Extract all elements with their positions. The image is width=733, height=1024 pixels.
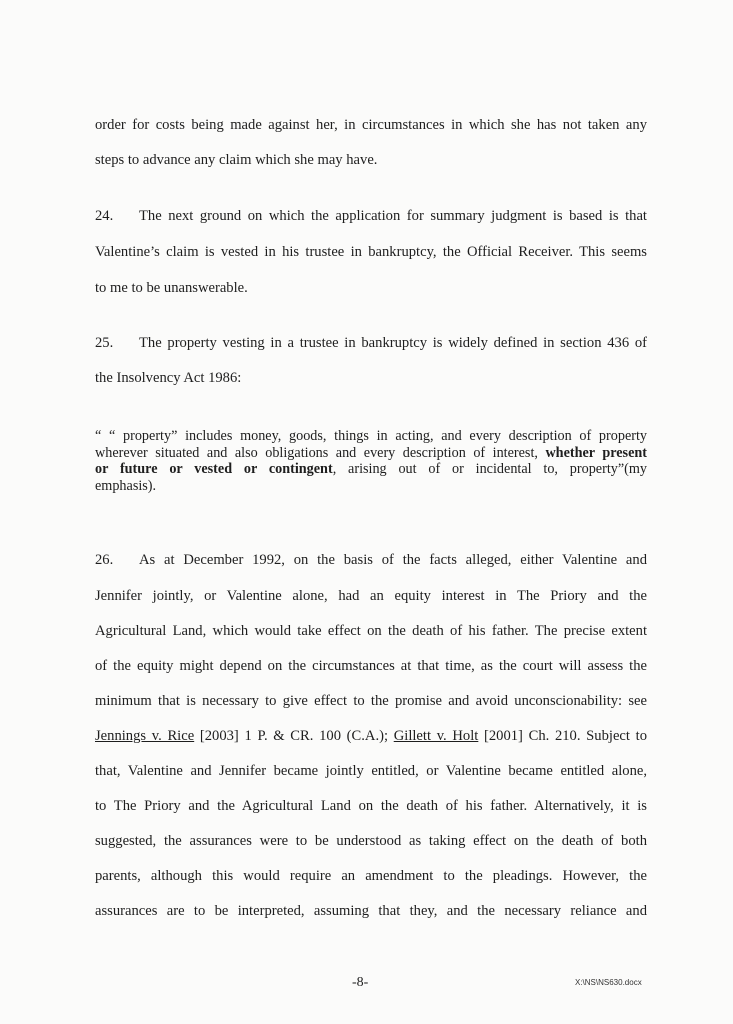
para-24-line-1 bbox=[95, 208, 647, 225]
case-citation-jennings: Jennings v. Rice bbox=[95, 728, 195, 744]
quote-line-4: emphasis). bbox=[95, 477, 157, 494]
para-26-line-9: suggested, the assurances were to be understood as taking effect on the death of both bbox=[95, 833, 647, 849]
statutory-quote bbox=[95, 428, 647, 494]
para-26-line-6 bbox=[95, 728, 647, 745]
para-25-number: 25. bbox=[95, 335, 114, 351]
quote-emphasis-1: whether present bbox=[545, 444, 647, 461]
quote-line-2 bbox=[95, 445, 647, 462]
para-cont-line-1: order for costs being made against her, in circumstances in which she has not taken any bbox=[95, 117, 647, 133]
para-24-line-2: Valentine’s claim is vested in his trustee in bankruptcy, the Official Receiver. This seems bbox=[95, 244, 647, 260]
quote-line-3 bbox=[95, 461, 647, 478]
quote-line-1: “ “ property” includes money, goods, things in acting, and every description of property bbox=[95, 428, 647, 444]
para-25-line-1 bbox=[95, 335, 647, 352]
para-26-line-8: to The Priory and the Agricultural Land on the death of his father. Alternatively, it is bbox=[95, 798, 647, 814]
para-26-line-4: of the equity might depend on the circumstances at that time, as the court will assess the bbox=[95, 658, 647, 674]
para-26-line-11: assurances are to be interpreted, assuming that they, and the necessary reliance and bbox=[95, 903, 647, 919]
para-26-line-6-end: [2001] Ch. 210. Subject to bbox=[478, 728, 647, 744]
quote-line-3-text: , arising out of or incidental to, property”(my bbox=[332, 461, 648, 477]
para-26-line-6-mid: [2003] 1 P. & CR. 100 (C.A.); bbox=[194, 728, 394, 744]
para-25-text-1: The property vesting in a trustee in bankruptcy is widely defined in section 436 of bbox=[139, 335, 647, 351]
para-26-line-3: Agricultural Land, which would take effect on the death of his father. The precise extent bbox=[95, 623, 647, 639]
para-24-line-3: to me to be unanswerable. bbox=[95, 280, 248, 296]
para-26-line-10: parents, although this would require an amendment to the pleadings. However, the bbox=[95, 868, 647, 884]
para-26-line-1 bbox=[95, 552, 647, 569]
para-cont-line-2: steps to advance any claim which she may have. bbox=[95, 152, 378, 168]
page-number: -8- bbox=[352, 975, 369, 990]
document-reference: X:\NS\NS630.docx bbox=[575, 978, 642, 987]
para-26-line-2: Jennifer jointly, or Valentine alone, had an equity interest in The Priory and the bbox=[95, 588, 647, 604]
quote-line-2-text: wherever situated and also obligations and every description of interest, bbox=[95, 444, 546, 461]
para-25-line-2: the Insolvency Act 1986: bbox=[95, 370, 242, 386]
para-24-number: 24. bbox=[95, 208, 114, 224]
quote-emphasis-2: or future or vested or contingent bbox=[95, 461, 333, 477]
para-26-text-1: As at December 1992, on the basis of the facts alleged, either Valentine and bbox=[139, 552, 647, 568]
para-24-text-1: The next ground on which the application for summary judgment is based is that bbox=[139, 208, 647, 224]
para-26-line-5: minimum that is necessary to give effect to the promise and avoid unconscionability: see bbox=[95, 693, 647, 709]
para-26-number: 26. bbox=[95, 552, 114, 568]
para-26-line-7: that, Valentine and Jennifer became jointly entitled, or Valentine became entitled alone, bbox=[95, 763, 647, 779]
case-citation-gillett: Gillett v. Holt bbox=[393, 728, 479, 744]
